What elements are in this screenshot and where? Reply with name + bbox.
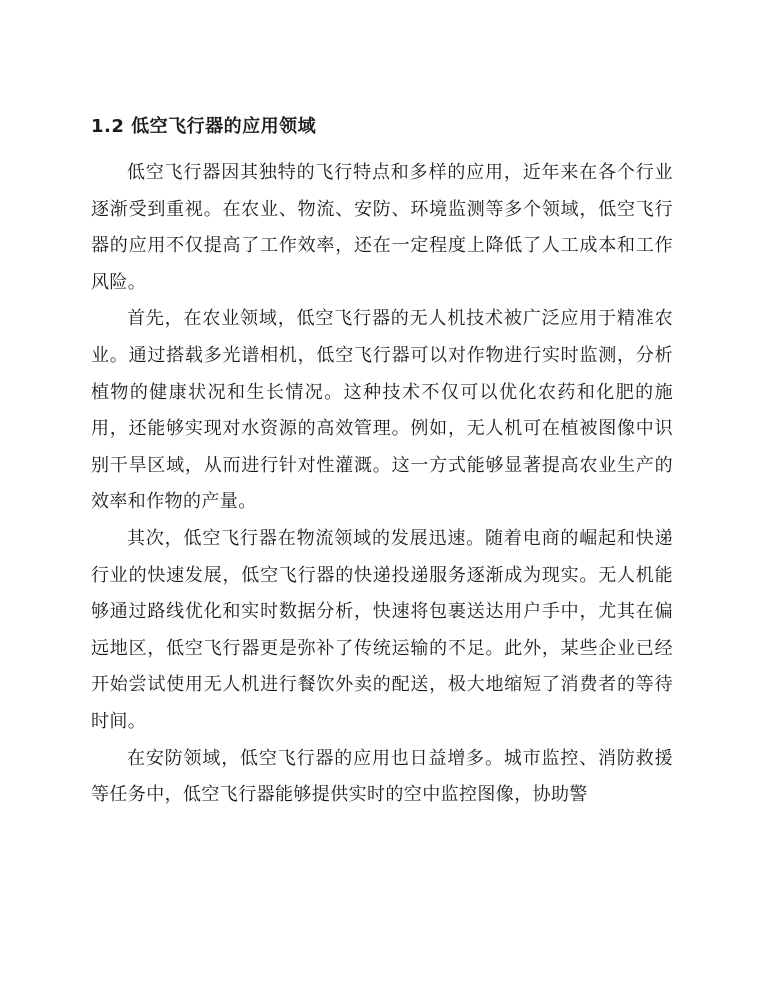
section-heading: 1.2 低空飞行器的应用领域	[91, 116, 317, 137]
paragraph-logistics: 其次，低空飞行器在物流领域的发展迅速。随着电商的崛起和快递行业的快速发展，低空飞行器的快递投递服务逐渐成为现实。无人机能够通过路线优化和实时数据分析，快速将包裹送达用户手中，尤其在偏远地区，低空飞行器更是弥补了传统运输的不足。此外，某些企业已经开始尝试使用无人机进行餐饮外卖的配送，极大地缩短了消费者的等待时间。	[91, 527, 673, 732]
document-page	[91, 112, 673, 814]
paragraph-intro: 低空飞行器因其独特的飞行特点和多样的应用，近年来在各个行业逐渐受到重视。在农业、物流、安防、环境监测等多个领域，低空飞行器的应用不仅提高了工作效率，还在一定程度上降低了人工成本和工作风险。	[91, 162, 673, 293]
paragraph-security: 在安防领域，低空飞行器的应用也日益增多。城市监控、消防救援等任务中，低空飞行器能够提供实时的空中监控图像，协助警	[91, 747, 673, 806]
paragraph-agriculture: 首先，在农业领域，低空飞行器的无人机技术被广泛应用于精准农业。通过搭载多光谱相机，低空飞行器可以对作物进行实时监测，分析植物的健康状况和生长情况。这种技术不仅可以优化农药和化肥的施用，还能够实现对水资源的高效管理。例如，无人机可在植被图像中识别干旱区域，从而进行针对性灌溉。这一方式能够显著提高农业生产的效率和作物的产量。	[91, 308, 673, 513]
